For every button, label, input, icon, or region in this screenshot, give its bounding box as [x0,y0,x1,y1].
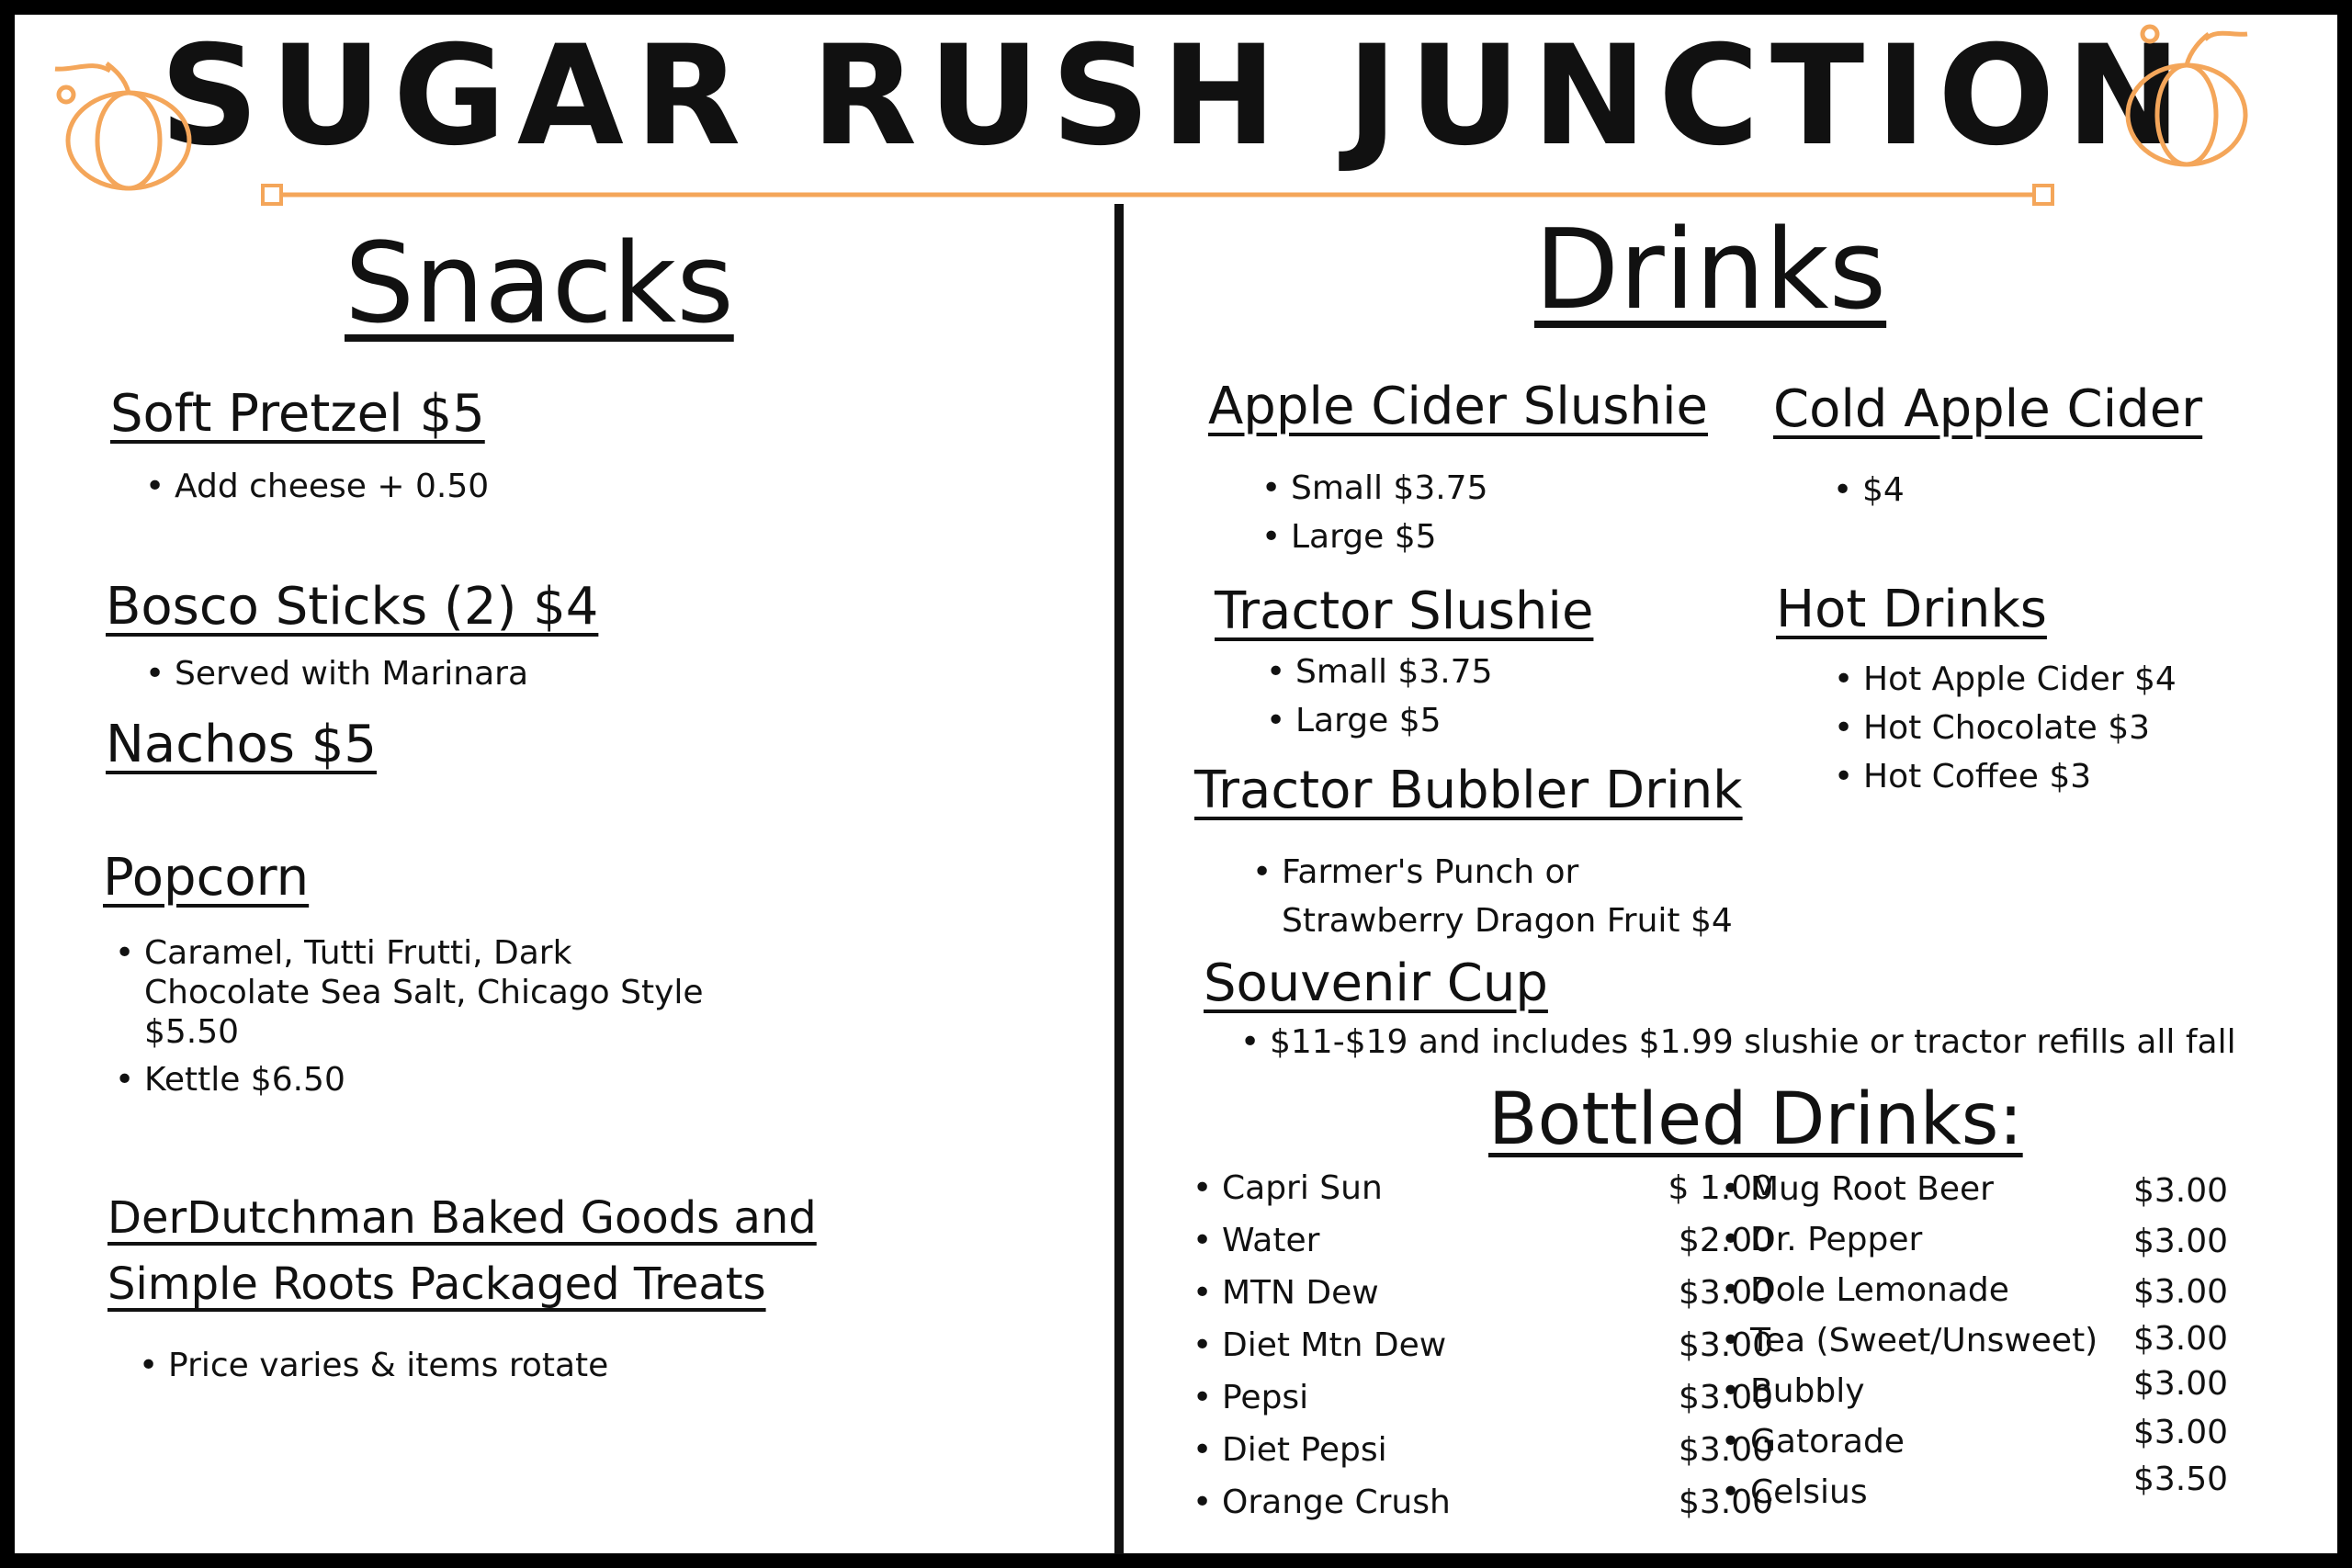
list-item [144,933,704,1053]
drink-name: • Dr. Pepper [1750,1220,1922,1259]
popcorn-title: Popcorn [103,848,310,908]
hot-drinks-title: Hot Drinks [1776,580,2047,639]
tractor-slushie-list [1295,652,1493,740]
drink-name: • Orange Crush [1222,1483,1451,1522]
list-item: • Price varies & items rotate [168,1346,608,1385]
drink-name: • Tea (Sweet/Unsweet) [1750,1321,2098,1360]
popcorn-list [144,933,704,1100]
nachos-title: Nachos $5 [106,715,377,774]
souvenir-cup-title: Souvenir Cup [1204,953,1548,1013]
list-item [1282,852,1733,941]
drink-price: $3.50 [2132,1461,2228,1498]
cold-apple-cider-title: Cold Apple Cider [1773,379,2203,439]
drink-price: $3.00 [1678,1483,1773,1521]
bosco-list [175,654,528,694]
baked-goods-title-2: Simple Roots Packaged Treats [107,1258,766,1310]
list-item: • Kettle $6.50 [144,1060,704,1100]
baked-goods-list [168,1346,608,1385]
page-title: SUGAR RUSH JUNCTION [159,17,2193,176]
list-item: • Hot Coffee $3 [1863,757,2177,796]
list-item: • Small $3.75 [1291,468,1488,508]
list-item: • Served with Marinara [175,654,528,694]
drink-name: • Diet Mtn Dew [1222,1325,1446,1365]
bubbler-line-1: • Farmer's Punch or [1282,853,1579,891]
drink-price: $3.00 [1678,1274,1773,1312]
drink-name: • Pepsi [1222,1378,1308,1417]
drink-name: • Capri Sun [1222,1168,1383,1208]
popcorn-line-3: $5.50 [144,1013,240,1052]
list-item: • $4 [1862,470,1905,510]
bubbler-line-2: Strawberry Dragon Fruit $4 [1282,902,1733,941]
list-item: • Large $5 [1291,517,1488,557]
drink-name: • Water [1222,1221,1319,1260]
drink-name: • Celsius [1750,1472,1868,1512]
apple-slushie-list [1291,468,1488,557]
bottled-drinks-heading: Bottled Drinks: [1488,1078,2023,1161]
drink-price: $3.00 [1678,1431,1773,1469]
drink-price: $2.00 [1678,1222,1773,1259]
popcorn-line-2: Chocolate Sea Salt, Chicago Style [144,974,704,1012]
soft-pretzel-list [175,467,489,506]
drink-name: • Gatorade [1750,1422,1905,1461]
list-item: • Hot Chocolate $3 [1863,708,2177,748]
drink-price: $3.00 [2132,1414,2228,1451]
popcorn-line-1: • Caramel, Tutti Frutti, Dark [144,934,572,972]
column-divider [1114,204,1124,1554]
drink-price: $3.00 [2132,1172,2228,1210]
drinks-heading: Drinks [1534,207,1887,334]
drink-price: $3.00 [2132,1365,2228,1403]
drink-price: $3.00 [2132,1320,2228,1358]
drink-name: • Diet Pepsi [1222,1430,1387,1470]
hot-drinks-list [1863,660,2177,797]
list-item: • $11-$19 and includes $1.99 slushie or tractor refills all fall [1270,1022,2236,1062]
bubbler-list [1282,852,1733,941]
drink-price: $3.00 [1678,1379,1773,1416]
drink-price: $3.00 [2132,1223,2228,1260]
list-item: • Hot Apple Cider $4 [1863,660,2177,699]
soft-pretzel-title: Soft Pretzel $5 [110,384,485,444]
baked-goods-title-1: DerDutchman Baked Goods and [107,1192,817,1244]
drink-name: • MTN Dew [1222,1273,1379,1313]
pumpkin-icon [2113,23,2269,170]
list-item: • Add cheese + 0.50 [175,467,489,506]
cold-cider-list [1862,470,1905,510]
list-item: • Large $5 [1295,701,1493,740]
drink-price: $3.00 [2132,1273,2228,1311]
drink-name: • Bubbly [1750,1371,1865,1411]
pumpkin-icon [46,51,202,197]
drink-name: • Mug Root Beer [1750,1169,1994,1209]
list-item: • Small $3.75 [1295,652,1493,692]
bosco-sticks-title: Bosco Sticks (2) $4 [106,577,599,637]
tractor-bubbler-title: Tractor Bubbler Drink [1194,761,1743,820]
souvenir-list [1270,1022,2236,1062]
tractor-slushie-title: Tractor Slushie [1215,581,1594,641]
drink-name: • Dole Lemonade [1750,1270,2009,1310]
drink-price: $ 1.00 [1668,1169,1773,1207]
apple-cider-slushie-title: Apple Cider Slushie [1208,377,1708,436]
title-underline [257,180,2095,206]
drink-price: $3.00 [1678,1326,1773,1364]
snacks-heading: Snacks [345,220,734,348]
